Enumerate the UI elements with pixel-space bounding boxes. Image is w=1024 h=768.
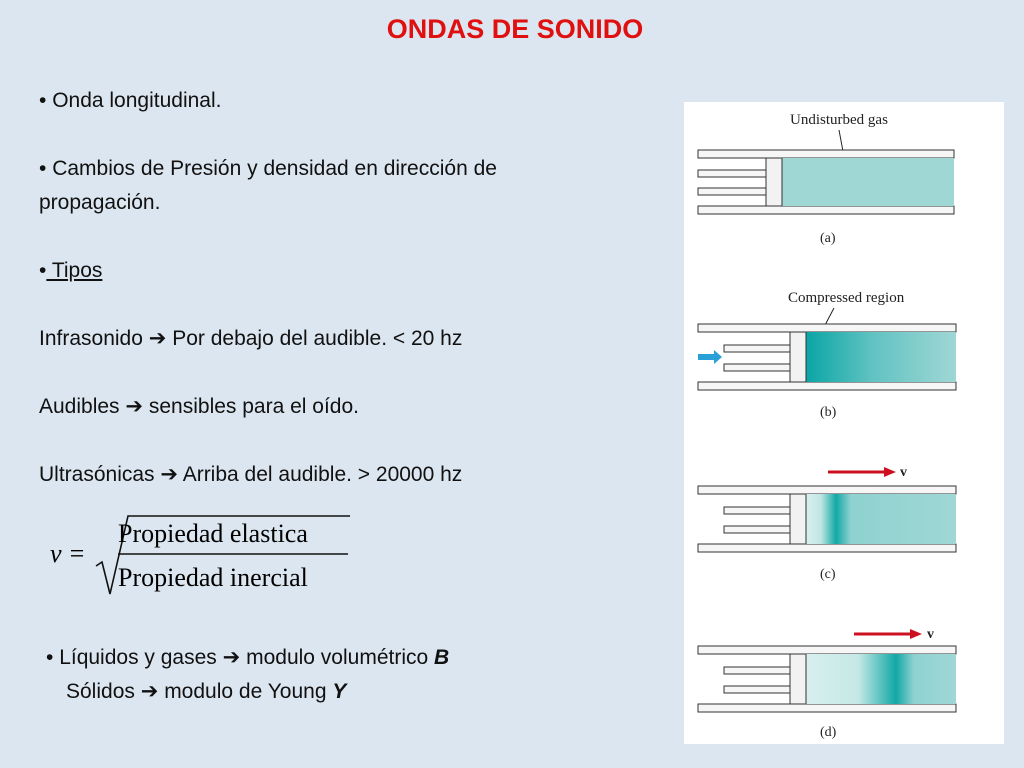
modulus-liquids-text: Líquidos y gases [59,646,217,669]
panel-label-a: (a) [820,231,836,246]
piston-head [790,654,806,704]
speed-formula [48,506,368,602]
right-arrow-icon: ➔ [222,646,241,669]
type-audibles [39,390,359,424]
bullet-longitudinal: • Onda longitudinal. [39,89,222,112]
formula-denominator: Propiedad inercial [118,563,308,592]
panel-label-b: (b) [820,405,837,420]
piston-head [790,494,806,544]
piston-head [790,332,806,382]
push-arrow-icon [698,350,722,364]
slide-title: ONDAS DE SONIDO [386,14,644,44]
compressed-region-label: Compressed region [788,290,905,306]
velocity-label: v [900,465,907,480]
type-ultrasonicas [39,458,462,492]
bullet-types: • Tipos [39,259,103,282]
piston-rod [698,170,766,177]
type-audibles-desc: sensibles para el oído. [148,395,359,418]
bulk-modulus-symbol: B [434,646,450,669]
modulus-solids-text: Sólidos [66,680,135,703]
formula-lhs: v = [50,539,86,568]
right-arrow-icon: ➔ [148,327,167,350]
modulus-solids-desc: modulo de Young [164,680,327,703]
pulse-gas-region [806,494,956,544]
formula-numerator: Propiedad elastica [118,519,308,548]
piston-tube-figure [684,102,1004,744]
gas-region [782,158,954,206]
piston-rod [724,667,790,674]
panel-label-c: (c) [820,567,836,582]
panel-d [698,627,956,740]
modulus-liquids-desc: modulo volumétrico [246,646,429,669]
type-ultrasonicas-name: Ultrasónicas [39,463,155,486]
piston-head [766,158,782,206]
type-infrasonido [39,322,462,356]
piston-rod [724,345,790,352]
velocity-arrowhead-icon [884,467,896,477]
type-ultrasonicas-desc: Arriba del audible. > 20000 hz [182,463,463,486]
piston-rod [724,507,790,514]
young-modulus-symbol: Y [332,680,347,703]
bullet-types-text: Tipos [46,259,103,282]
undisturbed-gas-label: Undisturbed gas [790,112,888,128]
panel-b [698,290,956,420]
right-arrow-icon: ➔ [125,395,144,418]
panel-label-d: (d) [820,725,837,740]
panel-a [698,112,954,246]
bullet-pressure: • Cambios de Presión y densidad en dirección de propagación. [39,157,497,214]
panel-c [698,465,956,582]
bullet-pressure-line2: propagación. [39,191,161,214]
right-arrow-icon: ➔ [160,463,178,486]
type-infrasonido-name: Infrasonido [39,327,143,350]
right-arrow-icon: ➔ [140,680,159,703]
type-audibles-name: Audibles [39,395,120,418]
modulus-liquids: • Líquidos y gases ➔ modulo volumétrico B [46,646,450,669]
velocity-label: v [927,627,934,642]
pulse-gas-region [806,654,956,704]
bullet-longitudinal-text: Onda longitudinal. [52,89,222,112]
type-infrasonido-desc: Por debajo del audible. < 20 hz [172,327,463,350]
velocity-arrowhead-icon [910,629,922,639]
compressed-gas-region [806,332,956,382]
modulus-solids [66,675,346,709]
bullet-pressure-line1: Cambios de Presión y densidad en dirección de [52,157,497,180]
